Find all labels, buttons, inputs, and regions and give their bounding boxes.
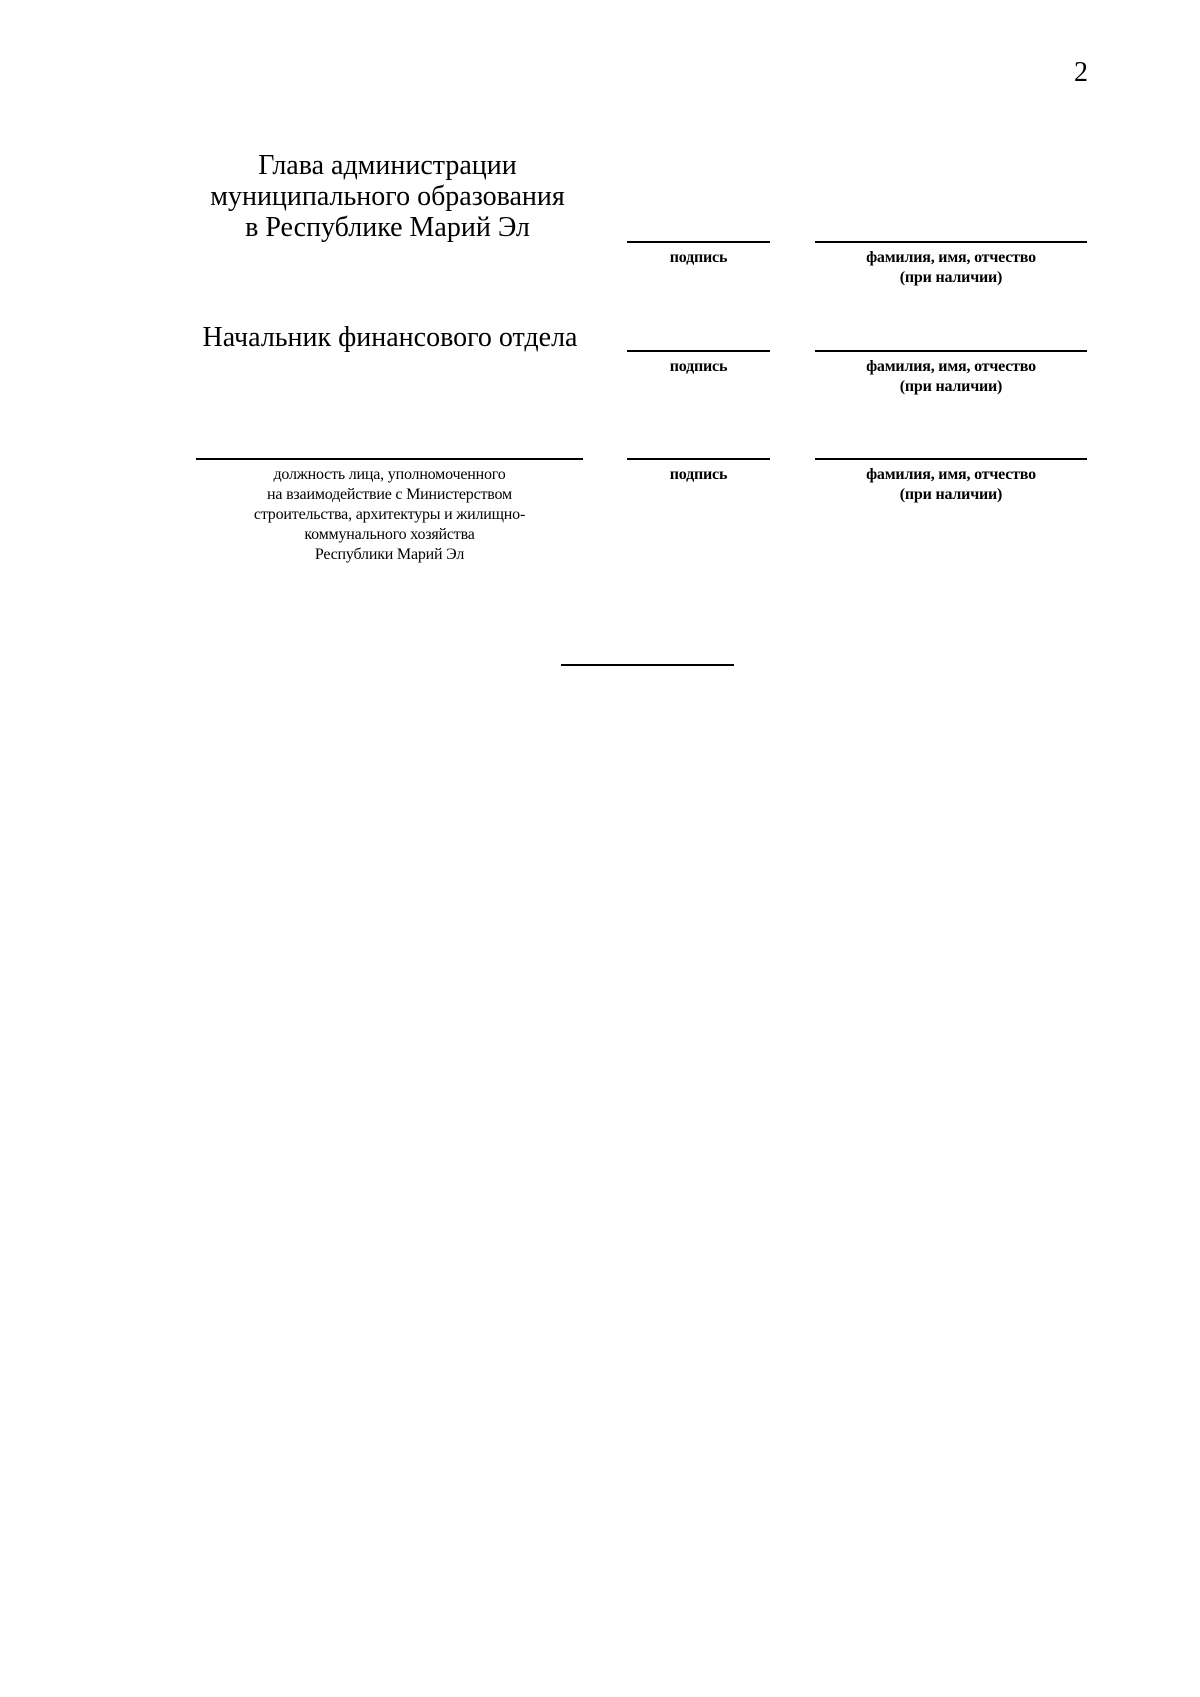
position-caption (196, 465, 583, 565)
authorized-signature-caption: подпись (669, 466, 728, 483)
head-name-line (815, 241, 1087, 243)
authorized-signature-line (627, 458, 770, 460)
head-title-line-2: муниципального образования (210, 181, 565, 212)
position-caption-line-3: строительства, архитектуры и жилищно- (253, 506, 526, 523)
end-separator-line (561, 664, 734, 666)
head-signature-caption: подпись (669, 249, 728, 266)
position-line (196, 458, 583, 460)
finance-name-caption-line-2: (при наличии) (899, 378, 1003, 395)
position-caption-line-2: на взаимодействие с Министерством (267, 486, 512, 503)
head-title-line-3: в Республике Марий Эл (245, 212, 530, 243)
finance-name-caption-line-1: фамилия, имя, отчество (866, 358, 1036, 375)
authorized-name-caption-line-1: фамилия, имя, отчество (866, 466, 1036, 483)
authorized-name-caption (815, 465, 1087, 505)
position-caption-line-4: коммунального хозяйства (304, 526, 475, 543)
authorized-name-line (815, 458, 1087, 460)
head-name-caption-line-2: (при наличии) (899, 269, 1003, 286)
head-signature-line (627, 241, 770, 243)
head-name-caption-line-1: фамилия, имя, отчество (866, 249, 1036, 266)
finance-signature-caption: подпись (669, 358, 728, 375)
finance-name-line (815, 350, 1087, 352)
head-title-line-1: Глава администрации (258, 150, 517, 181)
head-of-administration-title (195, 150, 580, 243)
finance-head-title: Начальник финансового отдела (202, 322, 578, 353)
head-name-caption (815, 248, 1087, 288)
position-caption-line-1: должность лица, уполномоченного (273, 466, 506, 483)
page-number: 2 (1074, 57, 1088, 88)
position-caption-line-5: Республики Марий Эл (314, 546, 465, 563)
finance-name-caption (815, 357, 1087, 397)
finance-signature-line (627, 350, 770, 352)
authorized-name-caption-line-2: (при наличии) (899, 486, 1003, 503)
